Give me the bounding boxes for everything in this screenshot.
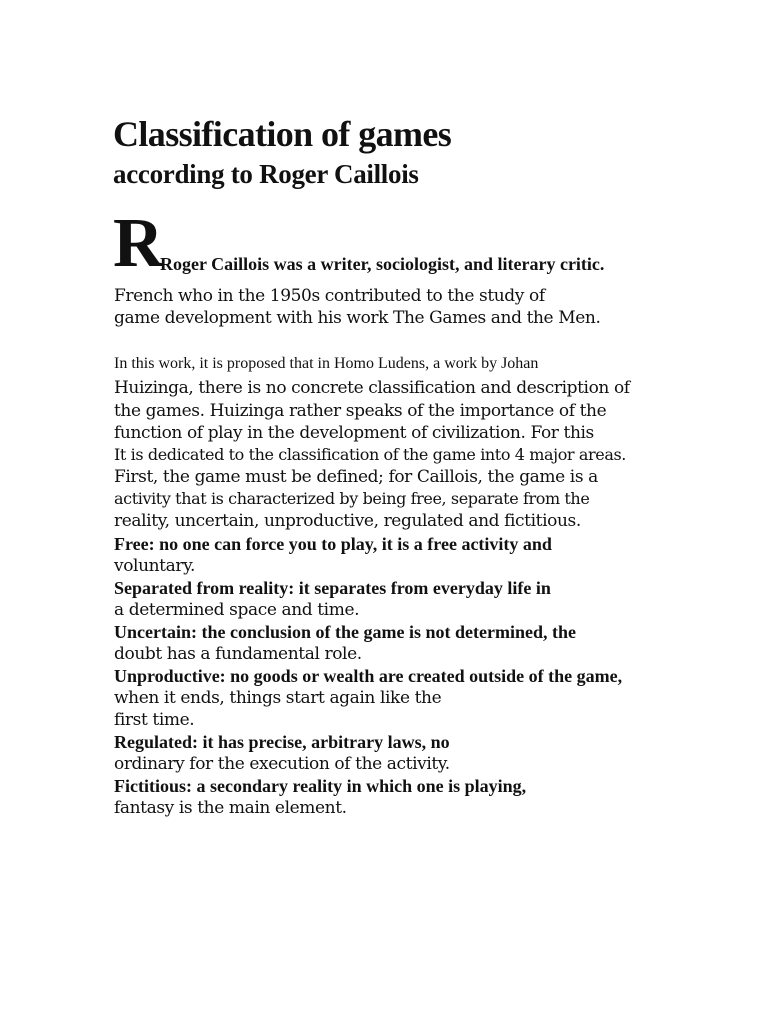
lead-sentence: Roger Caillois was a writer, sociologist, and literary critic.	[160, 254, 605, 274]
term-unproductive: Unproductive: no goods or wealth are created outside of the game,	[114, 666, 623, 686]
term-uncertain: Uncertain: the conclusion of the game is not determined, the	[114, 622, 576, 642]
body-line: a determined space and time.	[114, 600, 360, 620]
body-line: In this work, it is proposed that in Homo Ludens, a work by Johan	[114, 355, 539, 372]
body-line: function of play in the development of civilization. For this	[114, 423, 594, 443]
body-line: voluntary.	[114, 556, 196, 576]
term-regulated: Regulated: it has precise, arbitrary laws, no	[114, 732, 450, 752]
term-separated: Separated from reality: it separates from everyday life in	[114, 578, 551, 598]
body-line: game development with his work The Games and the Men.	[114, 308, 601, 328]
body-line: It is dedicated to the classification of the game into 4 major areas.	[114, 445, 626, 464]
body-line: fantasy is the main element.	[114, 798, 347, 818]
body-line: Huizinga, there is no concrete classification and description of	[114, 378, 630, 398]
body-line: the games. Huizinga rather speaks of the importance of the	[114, 401, 607, 421]
body-line: activity that is characterized by being free, separate from the	[114, 489, 590, 508]
body-line: French who in the 1950s contributed to the study of	[114, 286, 545, 306]
body-line: reality, uncertain, unproductive, regulated and fictitious.	[114, 511, 581, 531]
body-line: when it ends, things start again like the	[114, 688, 442, 708]
body-line: ordinary for the execution of the activity.	[114, 754, 450, 774]
document-title: Classification of games	[113, 114, 452, 154]
body-line: doubt has a fundamental role.	[114, 644, 362, 664]
body-line: first time.	[114, 710, 195, 730]
body-line: First, the game must be defined; for Caillois, the game is a	[114, 467, 598, 487]
document-subtitle: according to Roger Caillois	[113, 159, 419, 189]
term-free: Free: no one can force you to play, it is a free activity and	[114, 534, 552, 554]
drop-cap: R	[113, 205, 164, 282]
term-fictitious: Fictitious: a secondary reality in which one is playing,	[114, 776, 527, 796]
